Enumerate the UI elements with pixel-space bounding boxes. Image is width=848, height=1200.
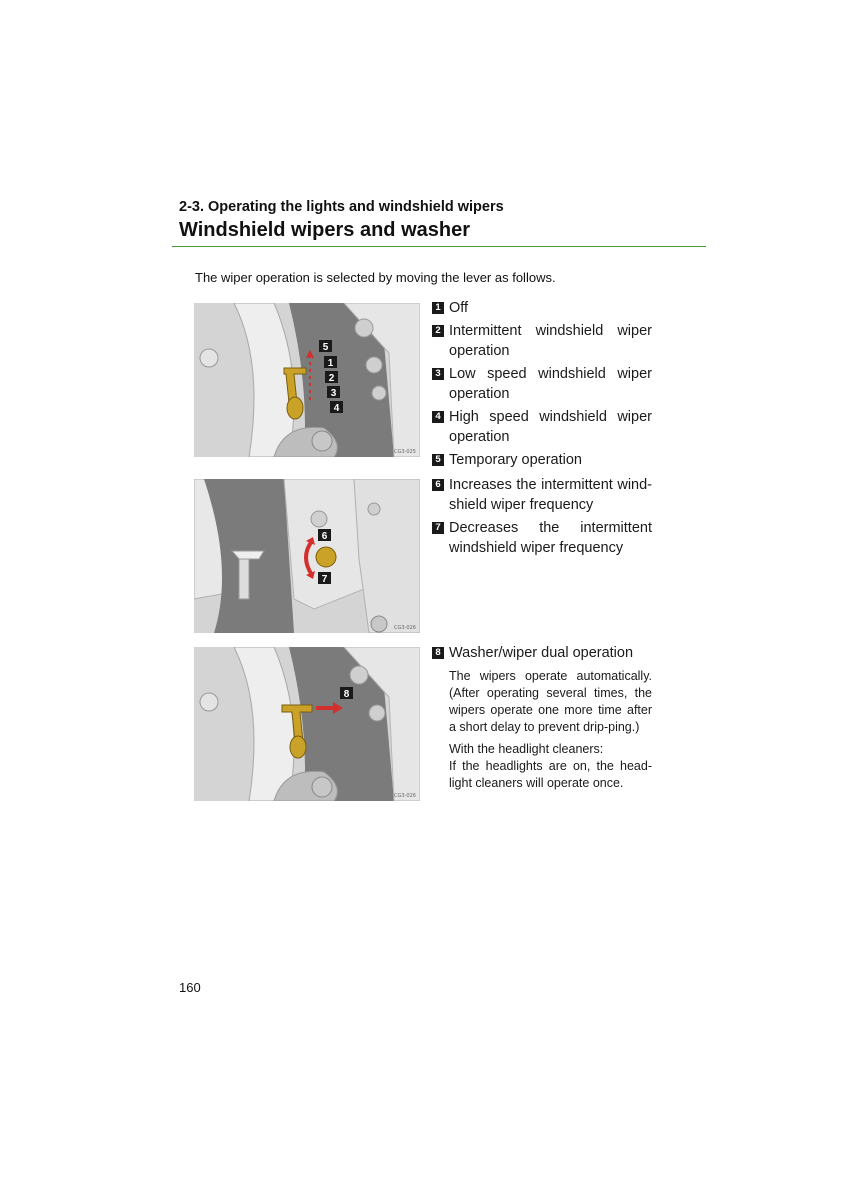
callout-7 — [318, 572, 331, 585]
washer-note — [432, 668, 652, 792]
note-headlight-body: If the headlights are on, the head-light cleaners will operate once. — [449, 759, 652, 790]
svg-text:6: 6 — [321, 531, 328, 542]
frequency-list — [432, 475, 652, 561]
item-high-speed — [432, 407, 652, 447]
title-rule — [172, 246, 706, 247]
wiper-lever-figure — [194, 303, 420, 457]
svg-text:2: 2 — [328, 373, 335, 384]
item-text: Low speed windshield wiper operation — [449, 366, 652, 402]
callout-8 — [340, 687, 353, 700]
svg-text:8: 8 — [343, 689, 350, 700]
svg-text:7: 7 — [321, 574, 328, 585]
item-text: Off — [449, 300, 469, 316]
item-number: 3 — [432, 368, 444, 380]
item-text: High speed windshield wiper operation — [449, 409, 652, 445]
item-off — [432, 298, 652, 318]
svg-text:5: 5 — [322, 342, 329, 353]
item-low-speed — [432, 364, 652, 404]
callout-2 — [325, 371, 338, 384]
callout-1 — [324, 356, 337, 369]
section-label: 2-3. Operating the lights and windshield wipers — [179, 199, 504, 215]
note-dual-operation: The wipers operate automatically. (After operating several times, the wipers operate one more time after a short delay to prevent drip-ping.) — [449, 669, 652, 734]
callout-3 — [327, 386, 340, 399]
item-number: 7 — [432, 522, 444, 534]
item-text: Washer/wiper dual operation — [449, 645, 634, 661]
item-washer-dual — [432, 643, 652, 663]
item-text: Decreases the intermittent windshield wiper frequency — [449, 520, 652, 556]
svg-text:4: 4 — [333, 403, 340, 414]
item-text: Increases the intermittent wind-shield wiper frequency — [449, 477, 652, 513]
page-number: 160 — [179, 980, 201, 995]
callout-5 — [319, 340, 332, 353]
intro-text: The wiper operation is selected by moving the lever as follows. — [195, 270, 556, 285]
item-increase-frequency — [432, 475, 652, 515]
callout-4 — [330, 401, 343, 414]
item-number: 6 — [432, 479, 444, 491]
note-headlight-heading: With the headlight cleaners: — [449, 742, 604, 756]
item-number: 1 — [432, 302, 444, 314]
callout-6 — [318, 529, 331, 542]
item-decrease-frequency — [432, 518, 652, 558]
item-number: 8 — [432, 647, 444, 659]
washer-list — [432, 643, 652, 797]
figure-ref-code: CG3-026 — [394, 793, 416, 799]
item-temporary — [432, 450, 652, 470]
frequency-knob-figure — [194, 479, 420, 633]
item-number: 5 — [432, 454, 444, 466]
item-text: Temporary operation — [449, 452, 582, 468]
item-number: 2 — [432, 325, 444, 337]
figure-ref-code: CG3-025 — [394, 449, 416, 455]
page-title: Windshield wipers and washer — [179, 219, 470, 241]
item-text: Intermittent windshield wiper operation — [449, 323, 652, 359]
lever-positions-list — [432, 298, 652, 473]
item-intermittent — [432, 321, 652, 361]
item-number: 4 — [432, 411, 444, 423]
svg-text:1: 1 — [327, 358, 334, 369]
washer-lever-figure — [194, 647, 420, 801]
figure-ref-code: CG3-026 — [394, 625, 416, 631]
svg-text:3: 3 — [330, 388, 337, 399]
